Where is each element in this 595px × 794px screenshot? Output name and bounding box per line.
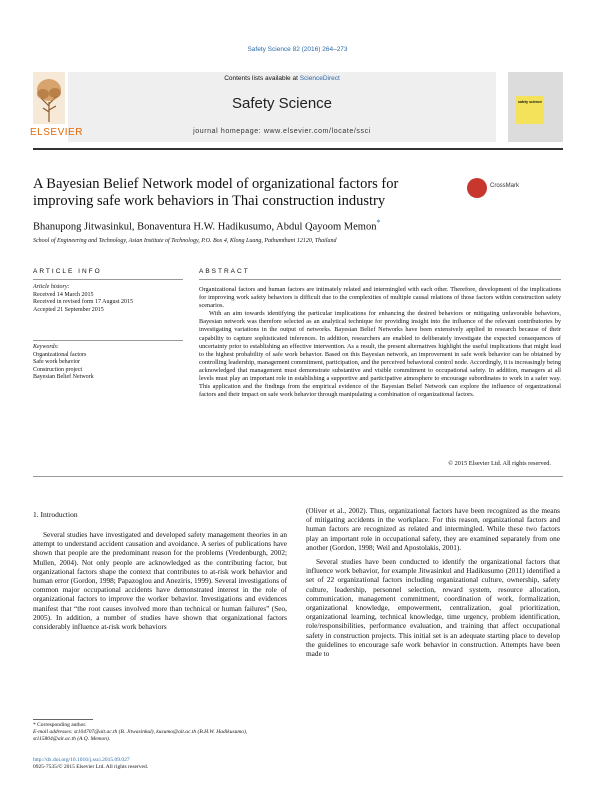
sciencedirect-link[interactable]: ScienceDirect bbox=[299, 75, 340, 82]
crossmark-label[interactable]: CrossMark bbox=[490, 183, 520, 189]
intro-paragraph: Several studies have been conducted to identify the organizational factors that influence work behavior, for example Jitwasinkul and Hadikusumo (2011) identified a set of 22 organizational factors including organizational culture, ownership, safety culture, leadership, personnel selection, reward system, resource allocation, communication, management commitment, coordination of work, formalization, organizational knowledge, empowerment, centralization, goal prioritization, organizational learning, technical knowledge, time urgency, problem identification, role/responsibilities, performance evaluation, and training that affect occupational safety in construction projects. This initial set is an adequate starting place to develop the guidelines to encourage safe work behavior in construction. Attempts have been made to bbox=[306, 557, 560, 659]
keyword-item: Safe work behavior bbox=[33, 359, 80, 366]
intro-paragraph: Several studies have investigated and developed safety management theories in an attempt to understand accident causation and avoidance. A series of publications have shown that people are the predominant reason for the problems (Vredenburgh, 2002; Mullen, 2004). Not only people are acknowledged as the contributing factor, but organizational factors shape the context that contributes to at-risk work behavior and human error (Gordon, 1998; Papazoglou and Aneziris, 1999). Several investigations of common major occupational accidents have demonstrated interest in the role of organizational factors to improve the worker behavior. Investigations and evidences manifest that “the root causes involved more than technical or human failures” (Seo, 2005). In addition, a number of studies have shown that organizational factors considerably influence at-risk work behaviors bbox=[33, 530, 287, 632]
homepage-link[interactable]: www.elsevier.com/locate/ssci bbox=[263, 128, 371, 135]
contents-prefix: Contents lists available at bbox=[224, 75, 300, 82]
doi-link[interactable]: http://dx.doi.org/10.1016/j.ssci.2015.09.027 bbox=[33, 757, 130, 763]
article-info-heading: ARTICLE INFO bbox=[33, 268, 102, 275]
keywords-rule bbox=[33, 340, 183, 341]
corresponding-author-note: * Corresponding author. bbox=[33, 722, 87, 728]
intro-left-column bbox=[33, 530, 287, 631]
issn-copyright: 0925-7535/© 2015 Elsevier Ltd. All rights reserved. bbox=[33, 764, 149, 770]
history-revised: Received in revised form 17 August 2015 bbox=[33, 299, 133, 306]
keyword-item: Organizational factors bbox=[33, 351, 87, 358]
history-accepted: Accepted 21 September 2015 bbox=[33, 306, 104, 313]
authors bbox=[33, 218, 380, 233]
corresponding-author-mark[interactable]: * bbox=[376, 218, 381, 227]
front-matter-rule bbox=[33, 476, 563, 477]
abstract-copyright: © 2015 Elsevier Ltd. All rights reserved. bbox=[448, 460, 551, 467]
article-history bbox=[33, 284, 183, 314]
footnote bbox=[33, 722, 287, 743]
author-names: Bhanupong Jitwasinkul, Bonaventura H.W. Hadikusumo, Abdul Qayoom Memon bbox=[33, 221, 377, 233]
contents-line bbox=[68, 75, 496, 82]
publisher-logo-text: ELSEVIER bbox=[30, 127, 83, 138]
cover-title: safety science bbox=[518, 100, 542, 104]
author-emails: E-mail addresses: st104707@ait.ac.th (B. Jitwasinkul), kusumo@ait.ac.th (B.H.W. Hadikusumo), st115804@ait.ac.th (A.Q. Memon). bbox=[33, 729, 248, 742]
abstract-heading: ABSTRACT bbox=[199, 268, 250, 275]
keyword-item: Construction project bbox=[33, 366, 83, 373]
header-divider bbox=[33, 148, 563, 150]
crossmark-icon[interactable] bbox=[467, 178, 487, 198]
doi-block bbox=[33, 757, 148, 771]
section-heading-introduction: 1. Introduction bbox=[33, 510, 78, 519]
intro-right-column bbox=[306, 506, 560, 658]
keywords-label: Keywords: bbox=[33, 344, 59, 350]
history-received: Received 14 March 2015 bbox=[33, 291, 94, 298]
journal-homepage bbox=[68, 128, 496, 135]
article-info-rule bbox=[33, 279, 183, 280]
homepage-prefix: journal homepage: bbox=[193, 128, 264, 135]
history-label: Article history: bbox=[33, 284, 70, 290]
elsevier-tree-icon bbox=[33, 72, 65, 130]
article-title: A Bayesian Belief Network model of organizational factors for improving safe work behaviors in Thai construction industry bbox=[33, 176, 399, 209]
footnote-rule bbox=[33, 719, 93, 720]
affiliation: School of Engineering and Technology, Asian Institute of Technology, P.O. Box 4, Klong Luang, Pathumthani 12120, Thailand bbox=[33, 238, 337, 244]
abstract-paragraph-1: Organizational factors and human factors are intimately related and intermingled with each other. Therefore, development of the implications for improving work safety behaviors is difficult due to the complexities of multiple causal relations of those factors within construction safety scenarios. bbox=[199, 286, 561, 310]
keywords bbox=[33, 344, 183, 382]
journal-cover-image[interactable] bbox=[508, 72, 563, 142]
abstract-body bbox=[199, 286, 561, 399]
keyword-item: Bayesian Belief Network bbox=[33, 374, 94, 381]
abstract-rule bbox=[199, 279, 561, 280]
intro-paragraph: (Oliver et al., 2002). Thus, organizational factors have been recognized as the means of mitigating accidents in the workplace. For this reason, organizational factors and human factors are recognized as related and intermingled. While these two factors play an important role in occupational safety, they are examined separately from one another (Gordon, 1998; Weil and Apostolakis, 2001). bbox=[306, 506, 560, 552]
journal-citation[interactable]: Safety Science 82 (2016) 264–273 bbox=[247, 46, 348, 53]
journal-name: Safety Science bbox=[231, 95, 333, 112]
abstract-paragraph-2: With an aim towards identifying the particular implications for enhancing the desired behaviors or mitigating unfavorable behaviors, Bayesian network was therefore selected as an analytical technique for providing insight into the influence of the relevant contributories by investigating variations in the output of networks. Bayesian Belief Networks have been extensively applied in research because of their capability to capture sophisticated inferences. In addition, researchers are enabled to deliberately investigate the expected consequences of uncertainty prior to establishing an effective intervention. As a result, the present alternatives highlight the useful implications that might lead to the highest probability of safe work behavior. Based on this Bayesian network, an improvement in safe work behavior can be obtained by controlling leadership, management commitment, participation, and the perceived behavioral control node. Accordingly, it is increasingly being acknowledged that management must demonstrate substantive and visible commitment to occupational safety. In addition, managers at all levels must play an important role in establishing a supportive and participative atmosphere to encourage subordinates to work in a safer way. This application and the findings from the empirical evidence of the Bayesian Belief Network can explore the influence of organizational factors and their impact on safe work behavior through manipulating a combination of organizational factors. bbox=[199, 310, 561, 399]
